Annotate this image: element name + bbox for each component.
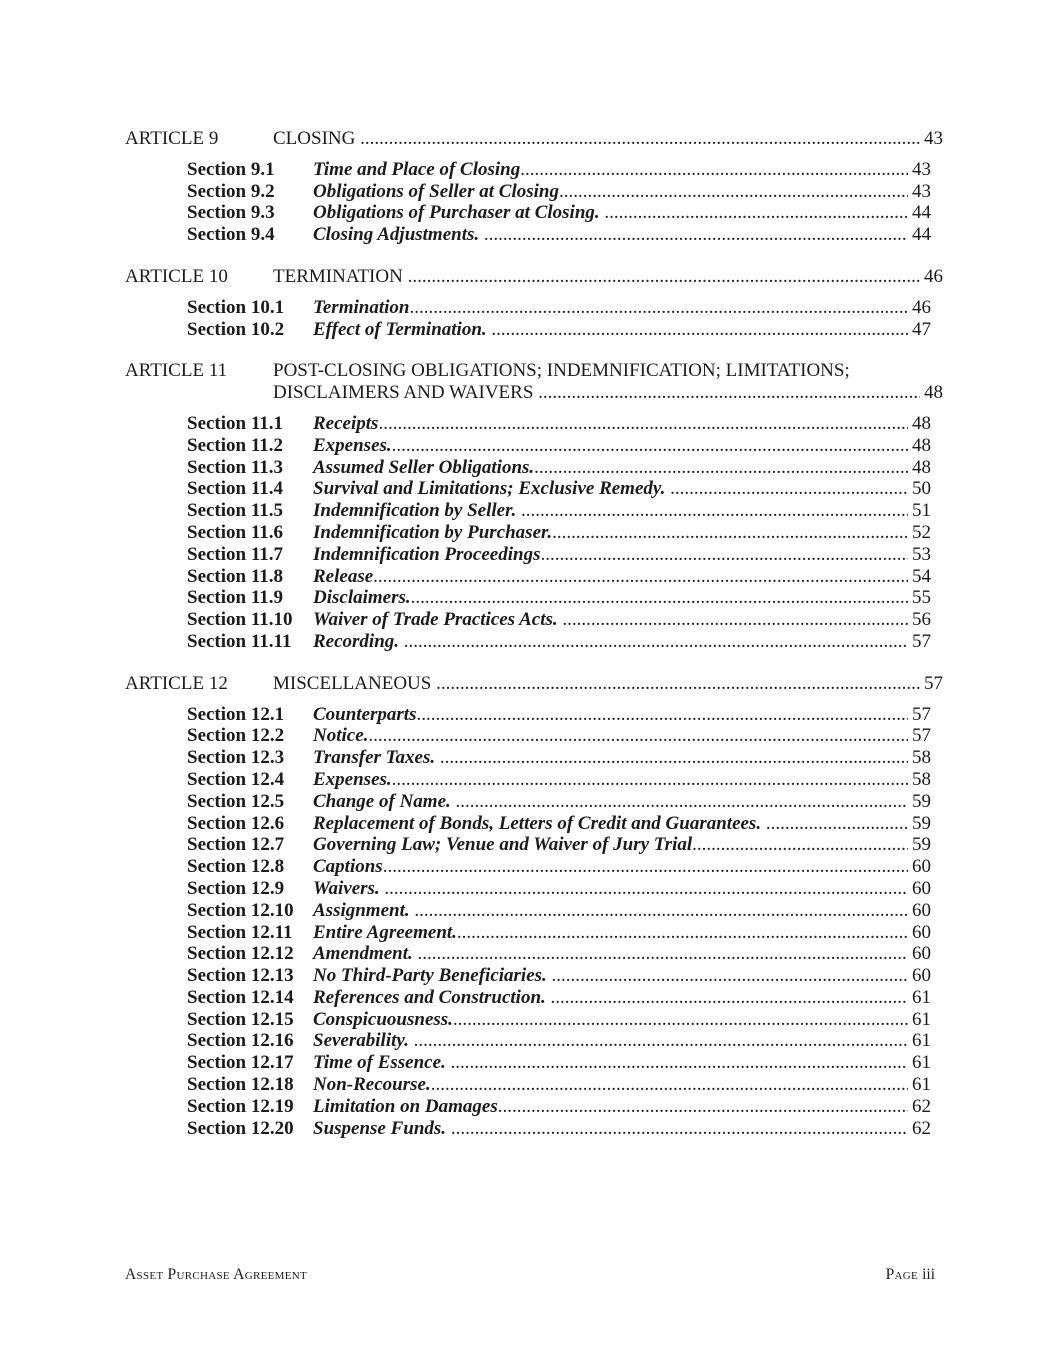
section-page-number: 58 xyxy=(912,768,931,790)
section-title: Counterparts xyxy=(313,703,417,725)
section-title: Governing Law; Venue and Waiver of Jury Trial xyxy=(313,834,693,856)
section-title: Closing Adjustments. xyxy=(313,224,484,246)
dot-leader xyxy=(540,544,908,566)
section-number: Section 12.8 xyxy=(187,856,285,878)
section-page-number: 56 xyxy=(912,609,931,631)
section-title: Obligations of Seller at Closing xyxy=(313,180,559,202)
section-number: Section 10.2 xyxy=(187,318,285,340)
article-number: ARTICLE 11 xyxy=(125,360,228,382)
section-title: Survival and Limitations; Exclusive Remedy. xyxy=(313,478,671,500)
section-title: Assignment. xyxy=(313,899,415,921)
toc-section-row xyxy=(187,319,931,341)
dot-leader xyxy=(368,725,908,747)
section-number: Section 10.1 xyxy=(187,296,285,318)
section-title: Assumed Seller Obligations. xyxy=(313,456,535,478)
section-title: Conspicuousness. xyxy=(313,1008,453,1030)
section-title: No Third-Party Beneficiaries. xyxy=(313,965,552,987)
toc-section-list xyxy=(125,159,943,246)
section-page-number: 62 xyxy=(912,1095,931,1117)
section-page-number: 60 xyxy=(912,965,931,987)
article-number: ARTICLE 9 xyxy=(125,128,219,149)
section-page-number: 61 xyxy=(912,986,931,1008)
section-number: Section 11.9 xyxy=(187,587,284,609)
section-number: Section 12.3 xyxy=(187,747,285,769)
toc-article-row xyxy=(125,128,943,150)
toc-section-row xyxy=(187,987,931,1009)
section-page-number: 48 xyxy=(912,434,931,456)
dot-leader xyxy=(373,566,908,588)
footer-document-title: Asset Purchase Agreement xyxy=(125,1266,308,1283)
section-page-number: 57 xyxy=(912,703,931,725)
section-page-number: 57 xyxy=(912,725,931,747)
article-title: POST-CLOSING OBLIGATIONS; INDEMNIFICATION; LIMITATIONS; xyxy=(273,360,850,382)
dot-leader xyxy=(384,878,908,900)
dot-leader xyxy=(491,319,908,341)
toc-article-block xyxy=(125,128,943,150)
section-number: Section 12.12 xyxy=(187,943,294,965)
section-page-number: 57 xyxy=(912,630,931,652)
section-page-number: 59 xyxy=(912,790,931,812)
section-page-number: 60 xyxy=(912,899,931,921)
section-number: Section 11.1 xyxy=(187,412,284,434)
toc-section-row xyxy=(187,791,931,813)
section-title: Entire Agreement. xyxy=(313,921,457,943)
article-page-number: 48 xyxy=(924,382,943,404)
toc-section-row xyxy=(187,856,931,878)
section-title: Notice. xyxy=(313,725,369,747)
section-title: Time of Essence. xyxy=(313,1052,451,1074)
toc-section-row xyxy=(187,435,931,457)
section-title: Indemnification by Purchaser. xyxy=(313,521,553,543)
toc-section-list xyxy=(125,413,943,653)
section-number: Section 12.19 xyxy=(187,1095,294,1117)
section-number: Section 12.16 xyxy=(187,1030,294,1052)
section-title: Transfer Taxes. xyxy=(313,747,440,769)
toc-section-row xyxy=(187,609,931,631)
article-title: TERMINATION xyxy=(273,265,408,287)
section-page-number: 59 xyxy=(912,834,931,856)
toc-section-row xyxy=(187,1030,931,1052)
section-number: Section 12.6 xyxy=(187,812,285,834)
article-page-number: 46 xyxy=(924,265,943,287)
toc-section-row xyxy=(187,878,931,900)
dot-leader xyxy=(484,224,908,246)
section-page-number: 58 xyxy=(912,747,931,769)
section-page-number: 60 xyxy=(912,877,931,899)
toc-section-row xyxy=(187,1074,931,1096)
toc-section-list xyxy=(125,297,943,341)
toc-section-row xyxy=(187,413,931,435)
toc-section-row xyxy=(187,631,931,653)
toc-section-row xyxy=(187,297,931,319)
section-number: Section 11.11 xyxy=(187,630,292,652)
toc-section-row xyxy=(187,704,931,726)
dot-leader xyxy=(456,791,909,813)
section-number: Section 9.4 xyxy=(187,224,275,246)
dot-leader xyxy=(418,943,908,965)
section-number: Section 12.9 xyxy=(187,877,285,899)
section-title: Effect of Termination. xyxy=(313,318,492,340)
dot-leader xyxy=(604,202,908,224)
toc-article-block xyxy=(125,673,943,695)
section-number: Section 12.18 xyxy=(187,1074,294,1096)
section-page-number: 55 xyxy=(912,587,931,609)
footer-page-indicator xyxy=(886,1266,935,1284)
section-page-number: 61 xyxy=(912,1030,931,1052)
section-number: Section 12.4 xyxy=(187,768,285,790)
article-page-number: 43 xyxy=(924,128,943,149)
section-title: Limitation on Damages xyxy=(313,1095,498,1117)
dot-leader xyxy=(521,500,908,522)
section-title: Amendment. xyxy=(313,943,418,965)
dot-leader xyxy=(436,673,920,695)
page-footer xyxy=(125,1266,935,1284)
toc-section-row xyxy=(187,1009,931,1031)
section-title: Expenses. xyxy=(313,434,392,456)
section-number: Section 12.2 xyxy=(187,725,285,747)
section-title: Waiver of Trade Practices Acts. xyxy=(313,609,563,631)
section-page-number: 44 xyxy=(912,202,931,224)
toc-article-row xyxy=(125,266,943,288)
section-number: Section 12.10 xyxy=(187,899,294,921)
section-page-number: 48 xyxy=(912,412,931,434)
section-page-number: 60 xyxy=(912,921,931,943)
toc-article-row xyxy=(125,382,943,404)
section-title: Non-Recourse. xyxy=(313,1074,431,1096)
section-number: Section 12.13 xyxy=(187,965,294,987)
toc-section-row xyxy=(187,181,931,203)
dot-leader xyxy=(552,522,908,544)
dot-leader xyxy=(392,435,908,457)
toc-section-row xyxy=(187,202,931,224)
section-title: Recording. xyxy=(313,630,404,652)
section-number: Section 11.8 xyxy=(187,565,284,587)
section-title: Obligations of Purchaser at Closing. xyxy=(313,202,605,224)
toc-article-block xyxy=(125,360,943,404)
dot-leader xyxy=(451,1052,908,1074)
toc-section-row xyxy=(187,1052,931,1074)
section-number: Section 11.7 xyxy=(187,543,284,565)
table-of-contents xyxy=(125,128,943,1139)
dot-leader xyxy=(538,382,920,404)
toc-article-row xyxy=(125,360,943,382)
section-title: Replacement of Bonds, Letters of Credit and Guarantees. xyxy=(313,812,766,834)
dot-leader xyxy=(552,965,908,987)
dot-leader xyxy=(392,769,908,791)
toc-section-row xyxy=(187,747,931,769)
section-number: Section 12.7 xyxy=(187,834,285,856)
section-number: Section 9.3 xyxy=(187,202,275,224)
dot-leader xyxy=(457,922,908,944)
dot-leader xyxy=(408,266,920,288)
dot-leader xyxy=(440,747,908,769)
section-title: Severability. xyxy=(313,1030,414,1052)
toc-section-row xyxy=(187,922,931,944)
section-number: Section 11.6 xyxy=(187,521,284,543)
section-title: Release xyxy=(313,565,374,587)
section-page-number: 43 xyxy=(912,158,931,180)
section-number: Section 12.5 xyxy=(187,790,285,812)
section-page-number: 52 xyxy=(912,521,931,543)
toc-section-row xyxy=(187,159,931,181)
dot-leader xyxy=(670,478,908,500)
article-title: DISCLAIMERS AND WAIVERS xyxy=(273,382,539,404)
section-title: Suspense Funds. xyxy=(313,1117,451,1139)
dot-leader xyxy=(383,856,908,878)
dot-leader xyxy=(414,1030,908,1052)
section-page-number: 61 xyxy=(912,1052,931,1074)
section-number: Section 11.10 xyxy=(187,609,293,631)
section-title: Disclaimers. xyxy=(313,587,411,609)
section-number: Section 12.1 xyxy=(187,703,285,725)
section-title: Change of Name. xyxy=(313,790,456,812)
section-page-number: 54 xyxy=(912,565,931,587)
footer-page-number: iii xyxy=(922,1266,935,1283)
toc-section-row xyxy=(187,965,931,987)
section-number: Section 11.5 xyxy=(187,500,284,522)
dot-leader xyxy=(378,413,908,435)
dot-leader xyxy=(534,457,908,479)
section-page-number: 61 xyxy=(912,1008,931,1030)
toc-section-row xyxy=(187,544,931,566)
section-page-number: 61 xyxy=(912,1074,931,1096)
section-page-number: 46 xyxy=(912,296,931,318)
dot-leader xyxy=(692,834,908,856)
toc-section-row xyxy=(187,500,931,522)
dot-leader xyxy=(451,1118,908,1140)
toc-section-row xyxy=(187,457,931,479)
toc-section-row xyxy=(187,834,931,856)
section-title: Captions xyxy=(313,856,383,878)
toc-section-list xyxy=(125,704,943,1140)
article-number: ARTICLE 10 xyxy=(125,265,228,287)
dot-leader xyxy=(414,900,908,922)
section-title: Indemnification Proceedings xyxy=(313,543,541,565)
section-number: Section 11.4 xyxy=(187,478,284,500)
article-title: CLOSING xyxy=(273,128,361,149)
article-page-number: 57 xyxy=(924,672,943,694)
section-number: Section 11.2 xyxy=(187,434,284,456)
section-title: Termination xyxy=(313,296,410,318)
toc-section-row xyxy=(187,478,931,500)
dot-leader xyxy=(409,297,908,319)
dot-leader xyxy=(520,159,908,181)
section-page-number: 44 xyxy=(912,224,931,246)
section-number: Section 12.20 xyxy=(187,1117,294,1139)
section-number: Section 9.2 xyxy=(187,180,275,202)
section-page-number: 60 xyxy=(912,856,931,878)
section-page-number: 51 xyxy=(912,500,931,522)
dot-leader xyxy=(498,1096,908,1118)
toc-article-block xyxy=(125,266,943,288)
toc-section-row xyxy=(187,522,931,544)
section-page-number: 43 xyxy=(912,180,931,202)
dot-leader xyxy=(431,1074,908,1096)
section-page-number: 48 xyxy=(912,456,931,478)
dot-leader xyxy=(411,587,908,609)
section-number: Section 11.3 xyxy=(187,456,284,478)
section-number: Section 12.15 xyxy=(187,1008,294,1030)
section-title: Indemnification by Seller. xyxy=(313,500,521,522)
section-title: Waivers. xyxy=(313,877,385,899)
toc-section-row xyxy=(187,943,931,965)
toc-section-row xyxy=(187,900,931,922)
section-page-number: 50 xyxy=(912,478,931,500)
dot-leader xyxy=(562,609,908,631)
toc-article-row xyxy=(125,673,943,695)
article-number: ARTICLE 12 xyxy=(125,672,228,694)
section-number: Section 12.14 xyxy=(187,986,294,1008)
section-page-number: 53 xyxy=(912,543,931,565)
toc-section-row xyxy=(187,587,931,609)
section-title: Receipts xyxy=(313,412,379,434)
dot-leader xyxy=(360,128,920,150)
toc-section-row xyxy=(187,813,931,835)
toc-section-row xyxy=(187,1118,931,1140)
section-title: Expenses. xyxy=(313,768,392,790)
toc-section-row xyxy=(187,1096,931,1118)
section-title: Time and Place of Closing xyxy=(313,158,521,180)
dot-leader xyxy=(551,987,908,1009)
toc-section-row xyxy=(187,224,931,246)
dot-leader xyxy=(416,704,908,726)
dot-leader xyxy=(404,631,908,653)
toc-section-row xyxy=(187,769,931,791)
section-title: References and Construction. xyxy=(313,986,551,1008)
dot-leader xyxy=(766,813,908,835)
toc-section-row xyxy=(187,725,931,747)
footer-page-label: Page xyxy=(885,1266,919,1283)
section-page-number: 47 xyxy=(912,318,931,340)
article-title: MISCELLANEOUS xyxy=(273,672,437,694)
section-number: Section 9.1 xyxy=(187,158,275,180)
dot-leader xyxy=(453,1009,908,1031)
section-number: Section 12.11 xyxy=(187,921,293,943)
toc-section-row xyxy=(187,566,931,588)
section-page-number: 60 xyxy=(912,943,931,965)
section-number: Section 12.17 xyxy=(187,1052,294,1074)
dot-leader xyxy=(559,181,908,203)
section-page-number: 59 xyxy=(912,812,931,834)
section-page-number: 62 xyxy=(912,1117,931,1139)
